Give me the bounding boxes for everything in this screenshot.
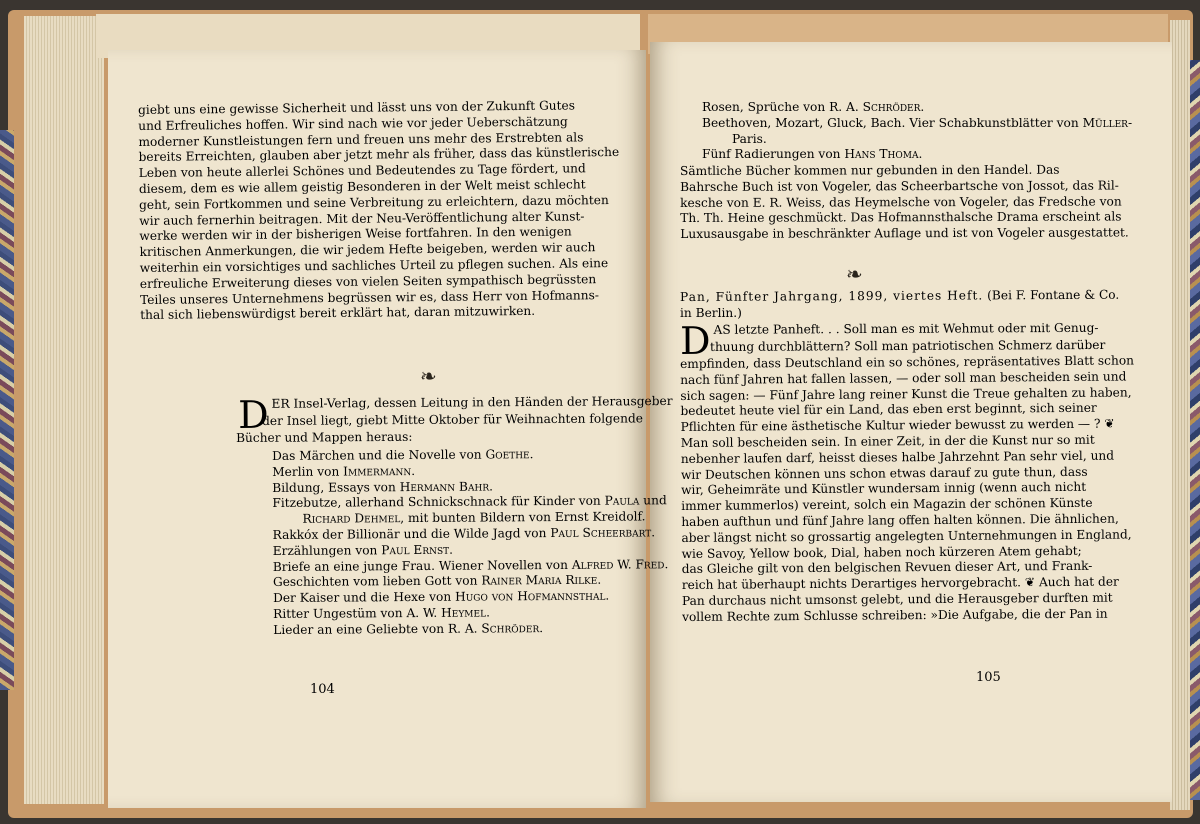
- text-line: diesem, dem es wie allem geistig Besonderen in der Welt meist schlecht: [138, 177, 586, 196]
- page-block-right: [1170, 20, 1190, 810]
- pan-heading-line: [680, 288, 1119, 306]
- text-line: nebenher laufen darf, heisst dieses halbe Jahrzehnt Pan sehr viel, und: [680, 448, 1115, 466]
- text-line: moderner Kunstleistungen fern und freuen uns mehr des Erstrebten als: [138, 129, 584, 149]
- pan-publisher-2: in Berlin.): [680, 306, 742, 320]
- book-title: Erzählungen von: [272, 543, 382, 558]
- book-end: .: [597, 573, 602, 588]
- text-line: immer kummerlos) vereint, solch ein Magazin der schönen Künste: [681, 495, 1093, 514]
- book-end: .: [449, 542, 454, 557]
- book-title: Rakkóx der Billionär und die Wilde Jagd von: [272, 526, 551, 542]
- book-title: Fitzebutze, allerhand Schnickschnack für Kinder von: [272, 494, 605, 511]
- left-book-list: [272, 446, 669, 638]
- book-list-item: [273, 588, 669, 607]
- book-author: Hugo von Hofmannsthal: [455, 588, 606, 604]
- text-line: Sämtliche Bücher kommen nur gebunden in den Handel. Das: [680, 162, 1060, 178]
- pan-publisher: (Bei F. Fontane & Co.: [987, 287, 1120, 303]
- text-line: und Erfreuliches hoffen. Wir sind nach wie vor jeder Ueberschätzung: [138, 114, 568, 133]
- text-line: erfreuliche Erweiterung dieses von vielen Seiten sympathisch begrüssten: [139, 271, 597, 291]
- pan-text-1: AS letzte Panheft. . . Soll man es mit Wehmut oder mit Genug-: [713, 320, 1099, 337]
- book-author: Immermann: [343, 463, 412, 479]
- ornament-icon: ❧: [846, 262, 863, 286]
- text-line: kesche von E. R. Weiss, das Heymelsche von Vogeler, das Fredsche von: [680, 194, 1122, 210]
- book-end: .: [651, 525, 656, 540]
- book-title: Das Märchen und die Novelle von: [272, 447, 486, 463]
- book-title: Rosen, Sprüche von R. A.: [702, 100, 863, 114]
- text-line: sich sagen: — Fünf Jahre lang reiner Kunst die Treue gehalten zu haben,: [680, 385, 1132, 403]
- text-line: Man soll bescheiden sein. In einer Zeit, in der die Kunst nur so mit: [680, 432, 1095, 450]
- pan-paragraph: [680, 353, 1136, 625]
- book-title: Geschichten vom lieben Gott von: [272, 573, 482, 590]
- book-end: .: [918, 147, 923, 162]
- book-title: Lieder an eine Geliebte von: [273, 621, 448, 637]
- text-line: kritischen Anmerkungen, die wir jedem Hefte beigeben, werden wir auch: [139, 240, 596, 260]
- text-line: Pflichten für eine ästhetische Kultur wieder bewusst zu werden — ? ❦: [680, 416, 1115, 435]
- book-end: .: [411, 463, 416, 478]
- book-title: Paris.: [732, 131, 767, 146]
- text-line: reich hat überhaupt nichts Derartiges hervorgebracht. ❦ Auch hat der: [681, 574, 1119, 593]
- text-line: thal sich liebenswürdigst bereit erklärt hat, daran mitzuwirken.: [140, 304, 536, 323]
- page-block-left: [24, 16, 104, 804]
- book-author: Müller-: [1082, 115, 1133, 130]
- text-line: bereits Erreichten, glauben aber jetzt mehr als früher, dass das künstlerische: [138, 145, 620, 165]
- book-list-item: [273, 525, 669, 544]
- text-line: giebt uns eine gewisse Sicherheit und lässt uns von der Zukunft Gutes: [138, 98, 576, 117]
- book-title: Briefe an eine junge Frau. Wiener Novellen von: [272, 557, 572, 574]
- page-number-left: 104: [310, 682, 335, 697]
- text-line: wir, Geheimräte und Künstler wundersam innig (wenn auch nicht: [680, 480, 1087, 498]
- book-author: Paul Scheerbart: [550, 525, 652, 541]
- text-line: nach fünf Jahren hat fallen lassen, — oder soll man bescheiden sein und: [680, 369, 1127, 387]
- book-author: Paula: [604, 493, 640, 509]
- book-author: Hermann Bahr: [399, 479, 490, 494]
- book-end: .: [605, 588, 610, 603]
- book-list-item: [702, 100, 1132, 116]
- text-line: vollem Rechte zum Schlusse schreiben: »Die Aufgabe, die der Pan in: [681, 606, 1108, 624]
- text-line: Luxusausgabe in beschränkter Auflage und ist von Vogeler ausgestattet.: [680, 225, 1129, 242]
- text-line: geht, sein Fortkommen und seine Verbreitung zu erleichtern, dazu möchten: [138, 192, 609, 212]
- book-author: R. A. Schröder: [447, 620, 540, 636]
- book-author: Rainer Maria Rilke: [481, 573, 598, 588]
- text-line: Leben von heute allerlei Schönes und Bedeutendes zu Tage fördert, und: [138, 161, 586, 181]
- book-list-item: [702, 132, 1132, 148]
- text-line: weiterhin ein vorsichtiges und sachliches Urteil zu pflegen suchen. Als eine: [139, 256, 609, 275]
- pan-line-2: thuung durchblättern? Soll man patriotischen Schmerz darüber: [710, 337, 1106, 354]
- book-end: .: [529, 447, 534, 462]
- book-title: Beethoven, Mozart, Gluck, Bach. Vier Schabkunstblätter von: [702, 115, 1083, 130]
- book-title: Ritter Ungestüm von: [273, 606, 407, 621]
- text-line: werke werden wir in der bisherigen Weise fortfahren. In den wenigen: [139, 224, 572, 244]
- text-line: Teiles unseres Unternehmens begrüssen wir es, dass Herr von Hofmanns-: [139, 287, 600, 307]
- text-line: wir Deutschen können uns schon etwas darauf zu gute thun, dass: [680, 464, 1088, 482]
- text-line: das Gleiche gilt von den belgischen Revuen dieser Art, und Frank-: [681, 559, 1093, 577]
- book-list-item: [273, 557, 669, 576]
- book-author: Goethe: [485, 447, 530, 462]
- right-top-list: [702, 100, 1132, 163]
- book-author: A. W. Heymel: [406, 605, 487, 621]
- right-page-paragraph: [680, 162, 1129, 243]
- text-line: aber längst nicht so grossartig angelegten Unternehmungen in England,: [681, 527, 1132, 545]
- book-list-item: [273, 620, 669, 639]
- book-author: Richard Dehmel: [302, 511, 401, 526]
- marbled-edge-left: [0, 130, 14, 690]
- text-line: Th. Th. Heine geschmückt. Das Hofmannsthalsche Drama erscheint als: [680, 209, 1122, 226]
- text-line: empfinden, dass Deutschland ein so schönes, repräsentatives Blatt schon: [680, 353, 1135, 371]
- page-number-right: 105: [976, 670, 1001, 685]
- book-end: und: [639, 493, 667, 508]
- left-page-paragraph: [138, 98, 620, 324]
- book-title: Fünf Radierungen von: [702, 147, 845, 162]
- book-list-item: [702, 147, 1132, 163]
- text-line: wir auch fernerhin beitragen. Mit der Neu-Veröffentlichung alter Kunst-: [139, 208, 585, 228]
- book-author: Paul Ernst: [381, 542, 450, 558]
- book-end: .: [664, 556, 669, 571]
- text-line: Bahrsche Buch ist von Vogeler, das Scheerbartsche von Jossot, das Ril-: [680, 178, 1119, 194]
- book-title: Merlin von: [272, 464, 344, 479]
- book-end: .: [485, 605, 490, 620]
- pan-heading: Pan, Fünfter Jahrgang, 1899, viertes Heft.: [680, 288, 984, 304]
- book-author: Hans Thoma: [844, 147, 919, 162]
- text-line: bedeutet heute viel für ein Land, das eben erst beginnt, sich seiner: [680, 401, 1097, 419]
- book-list-item: [702, 116, 1132, 132]
- ornament-icon: ❧: [420, 364, 437, 388]
- book-title: Bildung, Essays von: [272, 479, 400, 495]
- book-author: Schröder: [862, 100, 921, 114]
- right-dropcap: D: [679, 318, 711, 363]
- book-end: .: [489, 479, 494, 494]
- book-end: .: [539, 620, 544, 635]
- left-dropcap: D: [237, 392, 269, 437]
- book-end: , mit bunten Bildern von Ernst Kreidolf.: [400, 509, 646, 526]
- book-author: Alfred W. Fred: [571, 556, 665, 572]
- left-intro-line-3: Bücher und Mappen heraus:: [236, 429, 413, 445]
- book-title: Der Kaiser und die Hexe von: [272, 589, 456, 606]
- text-line: Pan durchaus nicht umsonst gelebt, und die Herausgeber durften mit: [681, 590, 1113, 608]
- text-line: wie Savoy, Yellow book, Dial, haben noch kürzeren Atem gehabt;: [681, 543, 1082, 561]
- left-intro-text-1: ER Insel-Verlag, dessen Leitung in den Händen der Herausgeber: [271, 393, 673, 411]
- text-line: haben aufthun und fünf Jahre lang offen halten können. Die ähnlichen,: [681, 511, 1119, 529]
- left-intro-line-2: der Insel liegt, giebt Mitte Oktober für Weihnachten folgende: [262, 411, 644, 428]
- book-end: .: [920, 100, 925, 114]
